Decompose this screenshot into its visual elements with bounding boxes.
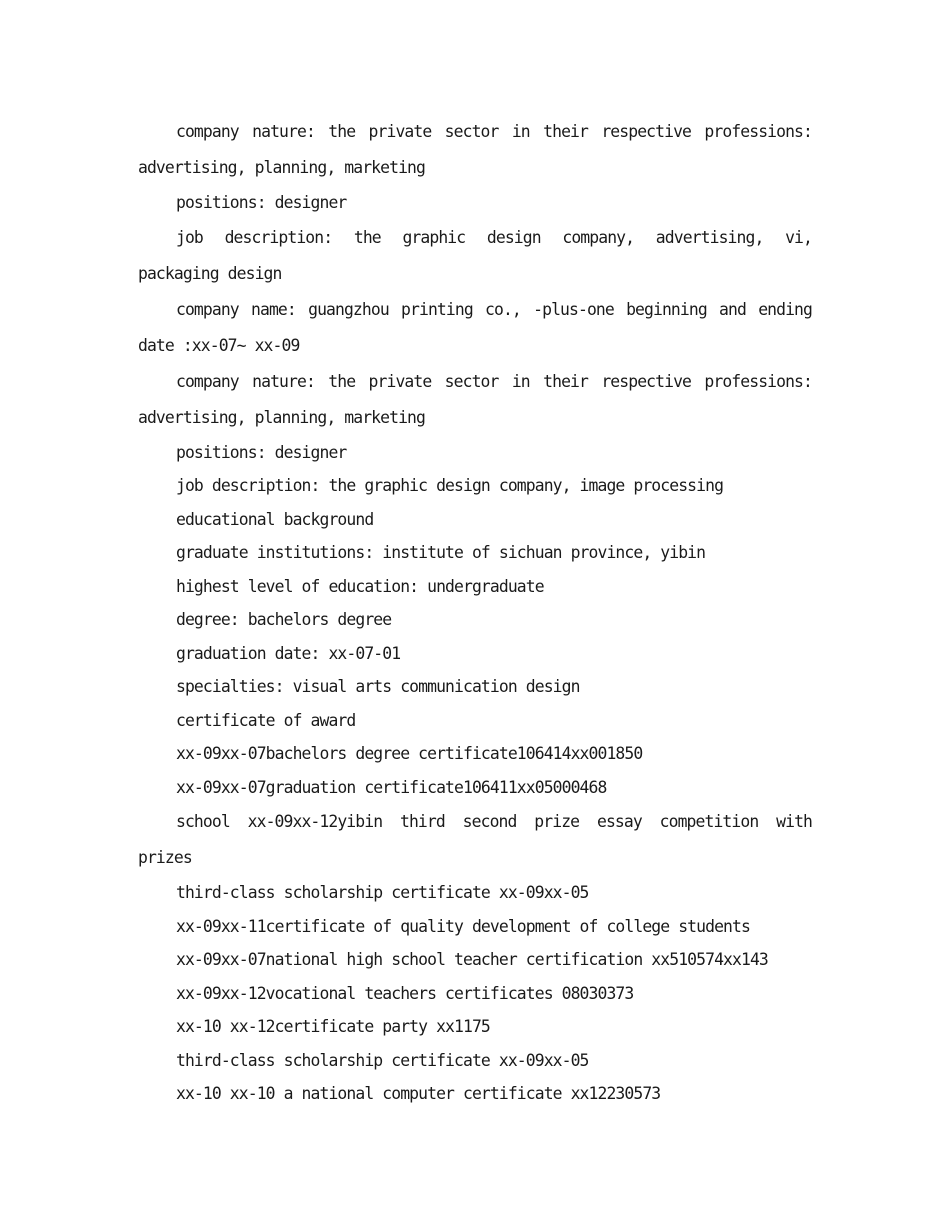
paragraph-company-name: company name: guangzhou printing co., -plus-one beginning and ending date :xx-07~ xx-09 — [138, 299, 812, 355]
heading-certificate-of-award: certificate of award — [176, 710, 356, 730]
paragraph-education-level: highest level of education: undergraduate — [176, 576, 544, 596]
list-item-certificate: xx-10 xx-12certificate party xx1175 — [176, 1017, 490, 1036]
list-item-certificate: school xx-09xx-12yibin third second prize essay competition with prizes — [138, 812, 812, 867]
paragraph-company-nature-1: company nature: the private sector in their respective professions: advertising, planning, marketing — [138, 122, 812, 177]
list-item-certificate: xx-09xx-11certificate of quality development of college students — [176, 916, 750, 936]
list-item-certificate: xx-09xx-07bachelors degree certificate106414xx001850 — [176, 744, 643, 763]
paragraph-degree: degree: bachelors degree — [176, 610, 392, 629]
paragraph-company-nature-2: company nature: the private sector in their respective professions: advertising, planning, marketing — [138, 371, 812, 427]
list-item-certificate: xx-10 xx-10 a national computer certificate xx12230573 — [176, 1084, 661, 1103]
list-item-certificate: xx-09xx-07national high school teacher certification xx510574xx143 — [176, 950, 768, 969]
heading-educational-background: educational background — [176, 509, 374, 529]
list-item-certificate: third-class scholarship certificate xx-09xx-05 — [176, 1050, 589, 1070]
list-item-certificate: third-class scholarship certificate xx-09xx-05 — [176, 883, 589, 902]
paragraph-job-description-2: job description: the graphic design company, image processing — [176, 476, 724, 495]
paragraph-graduation-date: graduation date: xx-07-01 — [176, 643, 401, 663]
paragraph-job-description-1: job description: the graphic design company, advertising, vi, packaging design — [138, 227, 812, 283]
list-item-certificate: xx-09xx-07graduation certificate106411xx05000468 — [176, 777, 607, 797]
list-item-certificate: xx-09xx-12vocational teachers certificates 08030373 — [176, 983, 634, 1003]
document-page — [138, 114, 812, 1111]
paragraph-positions-2: positions: designer — [176, 442, 347, 462]
paragraph-specialties: specialties: visual arts communication design — [176, 677, 580, 696]
paragraph-graduate-institutions: graduate institutions: institute of sichuan province, yibin — [176, 543, 706, 562]
paragraph-positions-1: positions: designer — [176, 193, 347, 212]
